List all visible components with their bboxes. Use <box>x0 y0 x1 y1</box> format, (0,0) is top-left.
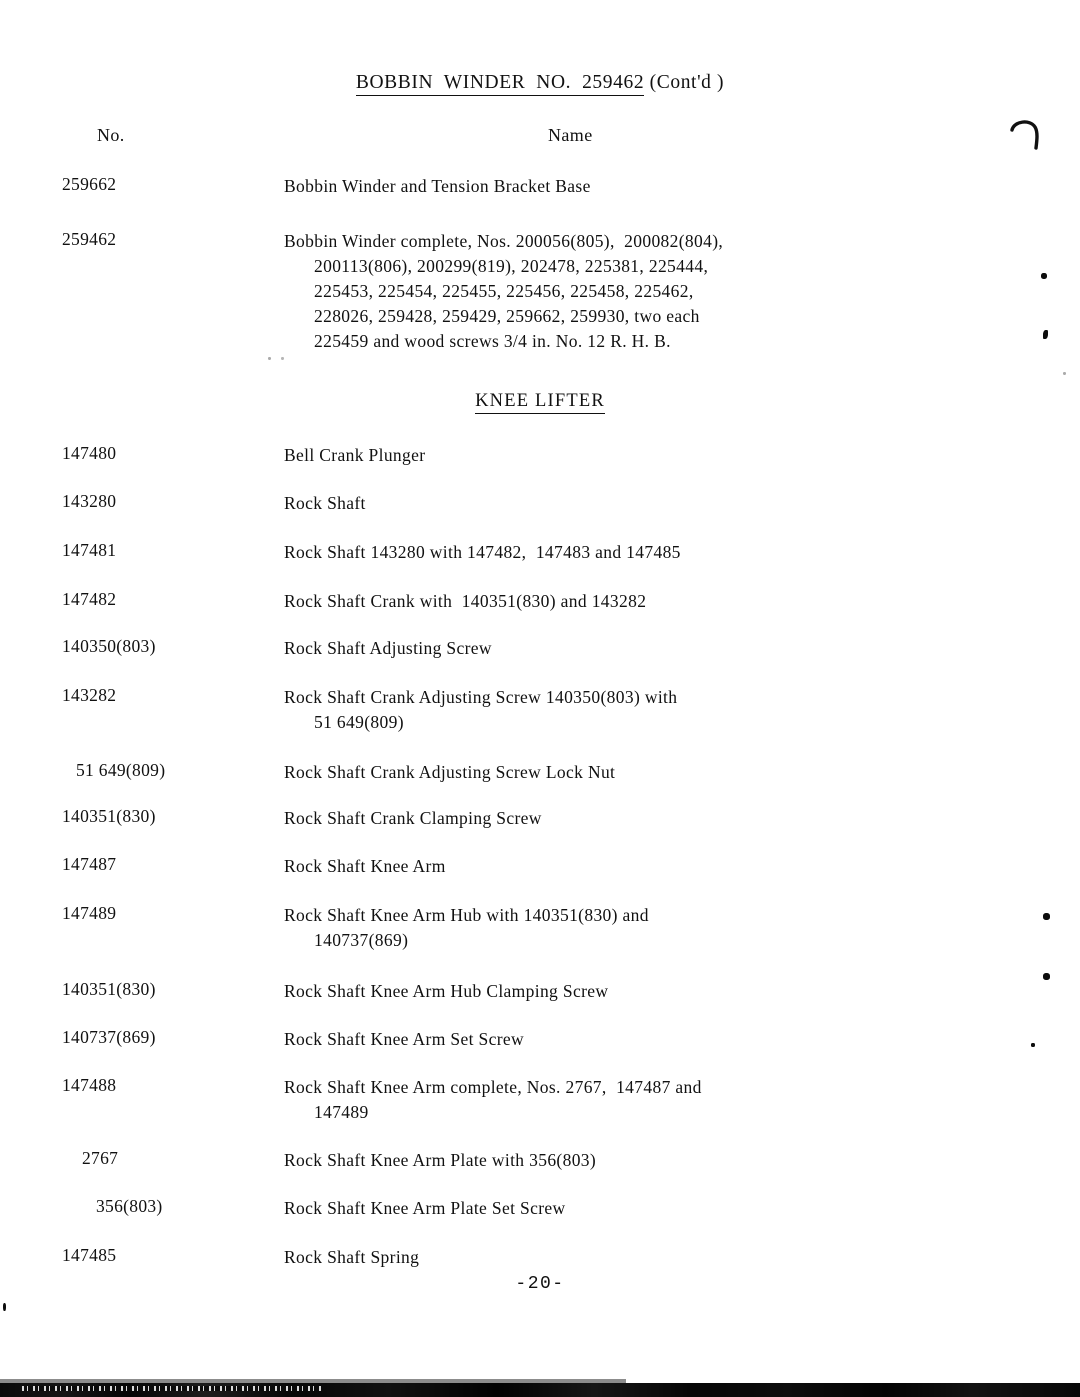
scan-artifact-speck <box>1041 273 1047 279</box>
part-name-line: Bobbin Winder and Tension Bracket Base <box>284 176 591 196</box>
part-number: 259462 <box>62 229 117 249</box>
part-name <box>284 854 984 879</box>
part-number: 140351(830) <box>62 979 156 999</box>
scan-artifact-speck <box>1043 330 1048 339</box>
part-name-line: Rock Shaft Crank Adjusting Screw 140350(803) with <box>284 687 678 707</box>
column-header-no: No. <box>97 125 125 145</box>
page-title-main: BOBBIN WINDER NO. 259462 <box>356 72 644 96</box>
part-number: 147480 <box>62 443 117 463</box>
part-name-line: Rock Shaft Knee Arm Plate Set Screw <box>284 1198 566 1218</box>
part-number: 147485 <box>62 1245 117 1265</box>
part-name <box>284 540 984 565</box>
part-name <box>284 174 984 199</box>
scan-artifact-bottom-edge <box>0 1383 1080 1397</box>
part-name-line: Rock Shaft Adjusting Screw <box>284 638 492 658</box>
part-name <box>284 806 984 831</box>
column-header-name: Name <box>548 125 593 145</box>
part-number: 356(803) <box>96 1196 163 1216</box>
part-name-continuation-line: 200113(806), 200299(819), 202478, 225381, 225444, <box>314 256 709 276</box>
page-title-continued: (Cont'd ) <box>644 72 725 93</box>
part-name-line: Rock Shaft Spring <box>284 1247 420 1267</box>
part-name-line: Rock Shaft 143280 with 147482, 147483 and 147485 <box>284 542 681 562</box>
part-name <box>284 491 984 516</box>
scan-artifact-speck <box>3 1303 6 1311</box>
part-number: 147481 <box>62 540 117 560</box>
section-heading-label: KNEE LIFTER <box>475 391 605 414</box>
part-name-continuation-line: 147489 <box>314 1102 369 1122</box>
part-name-line: Rock Shaft Crank with 140351(830) and 143282 <box>284 591 647 611</box>
section-heading-knee-lifter <box>0 391 1080 412</box>
part-name-line: Rock Shaft Knee Arm Set Screw <box>284 1029 525 1049</box>
part-name-line: Rock Shaft Knee Arm <box>284 856 446 876</box>
part-name-continuation-line: 228026, 259428, 259429, 259662, 259930, two each <box>314 306 700 326</box>
scan-artifact-speck <box>1043 973 1050 980</box>
scan-artifact-speck <box>1043 913 1050 920</box>
part-number: 147489 <box>62 903 117 923</box>
part-name <box>284 443 984 468</box>
part-name <box>284 1075 984 1125</box>
part-number: 147487 <box>62 854 117 874</box>
scan-artifact-speck <box>1063 372 1066 375</box>
part-number: 2767 <box>82 1148 119 1168</box>
part-number: 147482 <box>62 589 117 609</box>
part-number: 143282 <box>62 685 117 705</box>
part-name <box>284 636 984 661</box>
part-number: 140737(869) <box>62 1027 156 1047</box>
part-name-line: Rock Shaft Crank Adjusting Screw Lock Nut <box>284 762 616 782</box>
part-name <box>284 685 984 735</box>
part-name <box>284 979 984 1004</box>
part-name <box>284 589 984 614</box>
part-name-line: Bell Crank Plunger <box>284 445 426 465</box>
scan-artifact-hook-mark <box>1010 118 1044 152</box>
part-name <box>284 903 984 953</box>
part-name-continuation-line: 225453, 225454, 225455, 225456, 225458, 225462, <box>314 281 694 301</box>
scan-artifact-speck <box>1031 1043 1035 1047</box>
part-number: 143280 <box>62 491 117 511</box>
part-name-line: Rock Shaft Crank Clamping Screw <box>284 808 542 828</box>
part-name-line: Rock Shaft Knee Arm complete, Nos. 2767, 147487 and <box>284 1077 702 1097</box>
page-number: -20- <box>515 1274 565 1294</box>
part-name <box>284 1148 984 1173</box>
part-name <box>284 1245 984 1270</box>
part-name <box>284 1027 984 1052</box>
part-name-line: Rock Shaft Knee Arm Hub with 140351(830) and <box>284 905 649 925</box>
part-name-line: Bobbin Winder complete, Nos. 200056(805), 200082(804), <box>284 231 724 251</box>
part-name-line: Rock Shaft <box>284 493 366 513</box>
part-number: 140351(830) <box>62 806 156 826</box>
part-number: 140350(803) <box>62 636 156 656</box>
part-name-continuation-line: 51 649(809) <box>314 712 404 732</box>
part-name-line: Rock Shaft Knee Arm Plate with 356(803) <box>284 1150 597 1170</box>
part-name <box>284 1196 984 1221</box>
part-name-continuation-line: 140737(869) <box>314 930 409 950</box>
part-name <box>284 760 984 785</box>
part-name <box>284 229 984 354</box>
part-name-line: Rock Shaft Knee Arm Hub Clamping Screw <box>284 981 609 1001</box>
scan-artifact-speck <box>281 357 284 360</box>
part-name-continuation-line: 225459 and wood screws 3/4 in. No. 12 R. H. B. <box>314 331 671 351</box>
part-number: 259662 <box>62 174 117 194</box>
page-title <box>0 72 1080 94</box>
part-number: 147488 <box>62 1075 117 1095</box>
scan-artifact-speck <box>268 357 271 360</box>
part-number: 51 649(809) <box>76 760 166 780</box>
